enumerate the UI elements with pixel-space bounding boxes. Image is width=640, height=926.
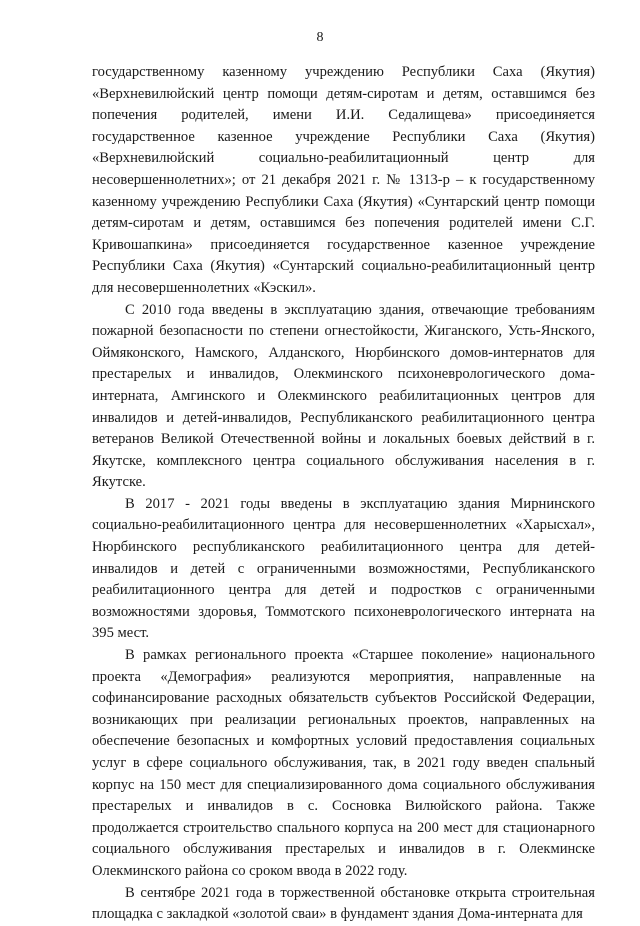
document-body [92,62,595,926]
paragraph: С 2010 года введены в эксплуатацию здания, отвечающие требованиям пожарной безопасности по степени огнестойкости, Жиганского, Усть-Янского, Оймяконского, Намского, Алданского, Нюрбинского домов-интернатов для престарелых и инвалидов, Олекминского психоневрологического дома-интерната, Амгинского и Олекминского реабилитационных центров для инвалидов и детей-инвалидов, Республиканского реабилитационного центра ветеранов Великой Отечественной войны и локальных боевых действий в г. Якутске, комплексного центра социального обслуживания населения в г. Якутске. [92,301,595,491]
paragraph: В рамках регионального проекта «Старшее поколение» национального проекта «Демография» реализуются мероприятия, направленные на софинансирование расходных обязательств субъектов Российской Федерации, возникающих при реализации региональных проектов, направленных на обеспечение безопасных и комфортных условий предоставления социальных услуг в сфере социального обслуживания, так, в 2021 году введен спальный корпус на 150 мест для специализированного дома социального обслуживания престарелых и инвалидов в с. Сосновка Вилюйского района. Также продолжается строительство спального корпуса на 200 мест для стационарного социального обслуживания престарелых и инвалидов в г. Олекминске Олекминского района со сроком ввода в 2022 году. [92,647,595,879]
page-number: 8 [316,30,324,45]
paragraph: В сентябре 2021 года в торжественной обстановке открыта строительная площадка с закладкой «золотой сваи» в фундамент здания Дома-интерната для [92,884,595,923]
paragraph: В 2017 - 2021 годы введены в эксплуатацию здания Мирнинского социально-реабилитационного центра для несовершеннолетних «Харысхал», Нюрбинского республиканского реабилитационного центра для детей-инвалидов и детей с ограниченными возможностями, Республиканского реабилитационного центра для детей и подростков с ограниченными возможностями здоровья, Томмотского психоневрологического интерната на 395 мест. [92,495,595,642]
paragraph-continuation: государственному казенному учреждению Республики Саха (Якутия) «Верхневилюйский центр помощи детям-сиротам и детям, оставшимся без попечения родителей, имени И.И. Седалищева» присоединяется государственное казенное учреждение Республики Саха (Якутия) «Верхневилюйский социально-реабилитационный центр для несовершеннолетних»; от 21 декабря 2021 г. № 1313-р – к государственному казенному учреждению Республики Саха (Якутия) «Сунтарский центр помощи детям-сиротам и детям, оставшимся без попечения родителей имени С.Г. Кривошапкина» присоединяется государственное казенное учреждение Республики Саха (Якутия) «Сунтарский социально-реабилитационный центр для несовершеннолетних «Кэскил». [92,64,595,296]
